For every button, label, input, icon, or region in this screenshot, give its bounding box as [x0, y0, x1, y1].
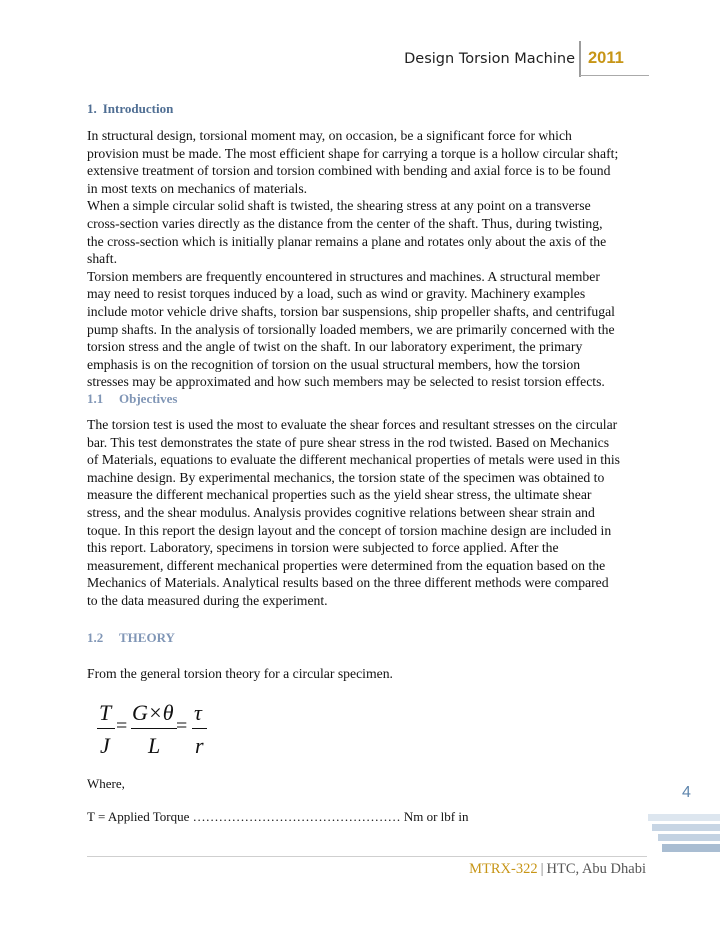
formula-equals: = — [116, 715, 128, 737]
formula-modulus-angle: G×θ — [132, 700, 174, 725]
paragraph-line: emphasis is on the recognition of torsion on the usual structural members, how the torsion — [87, 356, 581, 372]
section-number: 1. — [87, 101, 97, 116]
objectives-paragraph — [87, 416, 647, 610]
formula-shear-stress: τ — [194, 700, 202, 725]
paragraph-line: The torsion test is used the most to evaluate the shear forces and resultant stresses on the circular — [87, 417, 618, 432]
paragraph-line: include motor vehicle drive shafts, torsion bar suspensions, ship propeller shafts, and centrifugal — [87, 303, 615, 319]
paragraph-line: in most texts on mechanics of materials. — [87, 180, 308, 196]
paragraph-line: the cross-section which is initially planar remains a plane and rotates only about the axis of the — [87, 233, 607, 249]
paragraph-line: may need to resist torques induced by a load, such as wind or gravity. Machinery examples — [87, 286, 586, 302]
fraction-bar — [192, 728, 207, 729]
fraction-bar — [131, 728, 177, 729]
paragraph-line: shaft. — [87, 251, 118, 267]
paragraph-line: provision must be made. The most efficient shape for carrying a torque is a hollow circular shaft; — [87, 145, 619, 161]
section-title: Objectives — [119, 391, 178, 406]
formula-torque: T — [99, 700, 112, 725]
section-heading-objectives — [87, 391, 177, 407]
paragraph-line: stress, and the shear modulus. Analysis provides cognitive relations between shear strain and — [87, 504, 595, 520]
formula-length: L — [148, 733, 161, 758]
where-label: Where, — [87, 776, 125, 791]
formula-equals: = — [176, 715, 188, 737]
paragraph-line: Mechanics of Materials. Analytical results based on the three different methods were compared — [87, 575, 609, 591]
footer-course-code: MTRX-322 — [469, 861, 538, 877]
footer-rule — [87, 856, 647, 857]
paragraph-line: When a simple circular solid shaft is twisted, the shearing stress at any point on a transverse — [87, 198, 591, 214]
paragraph-line: stresses may be approximated and how such members may be selected to resist torsion effects. — [87, 374, 605, 390]
torsion-formula — [96, 700, 226, 766]
torque-definition: T = Applied Torque ………………………………………… Nm or lbf in — [87, 809, 469, 824]
paragraph-line: to the data measured during the experiment. — [87, 592, 328, 608]
paragraph-line: Torsion members are frequently encountered in structures and machines. A structural member — [87, 268, 600, 284]
header-divider — [579, 41, 581, 77]
page-number: 4 — [682, 784, 691, 801]
header-underline — [580, 75, 649, 76]
section-number: 1.2 — [87, 630, 104, 645]
paragraph-line: this report. Laboratory, specimens in torsion were subjected to force applied. After the — [87, 540, 559, 556]
page-corner-decoration — [648, 800, 720, 862]
paragraph-line: toque. In this report the design layout and the concept of torsion machine design are included in — [87, 522, 612, 538]
fraction-bar — [97, 728, 115, 729]
page-footer — [469, 861, 646, 878]
section-title: Introduction — [102, 101, 174, 116]
paragraph-line: In structural design, torsional moment may, on occasion, be a significant force for which — [87, 128, 572, 143]
paragraph-line: measure the different mechanical properties such as the yield shear stress, the ultimate shear — [87, 487, 592, 503]
paragraph-line: pump shafts. In the analysis of torsionally loaded members, we are primarily concerned with the — [87, 321, 615, 337]
section-heading-theory — [87, 630, 175, 646]
paragraph-line: measurement, different mechanical properties were determined from the equation based on the — [87, 557, 606, 573]
paragraph-line: cross-section varies directly as the distance from the center of the shaft. Thus, during twisting, — [87, 215, 603, 231]
page-header — [0, 50, 728, 76]
formula-radius: r — [195, 733, 204, 758]
section-heading-introduction — [87, 101, 173, 117]
paragraph-line: torsion stress and the angle of twist on the shaft. In our laboratory experiment, the primary — [87, 339, 583, 355]
footer-separator: | — [540, 861, 544, 877]
paragraph-line: bar. This test demonstrates the state of pure shear stress in the rod twisted. Based on Mechanics — [87, 434, 610, 450]
header-title: Design Torsion Machine — [404, 51, 575, 67]
formula-polar-moment: J — [100, 733, 110, 758]
theory-intro-text: From the general torsion theory for a circular specimen. — [87, 666, 393, 681]
introduction-paragraph — [87, 127, 647, 391]
paragraph-line: of Materials, equations to evaluate the different mechanical properties of metals were used in this — [87, 452, 620, 468]
footer-institution: HTC, Abu Dhabi — [546, 861, 646, 877]
paragraph-line: machine design. By experimental mechanics, the torsion state of the specimen was obtained to — [87, 469, 605, 485]
header-year: 2011 — [588, 49, 624, 67]
paragraph-line: extensive treatment of torsion and torsion combined with bending and axial force is to be found — [87, 163, 611, 179]
section-title: THEORY — [119, 630, 175, 645]
section-number: 1.1 — [87, 391, 104, 406]
